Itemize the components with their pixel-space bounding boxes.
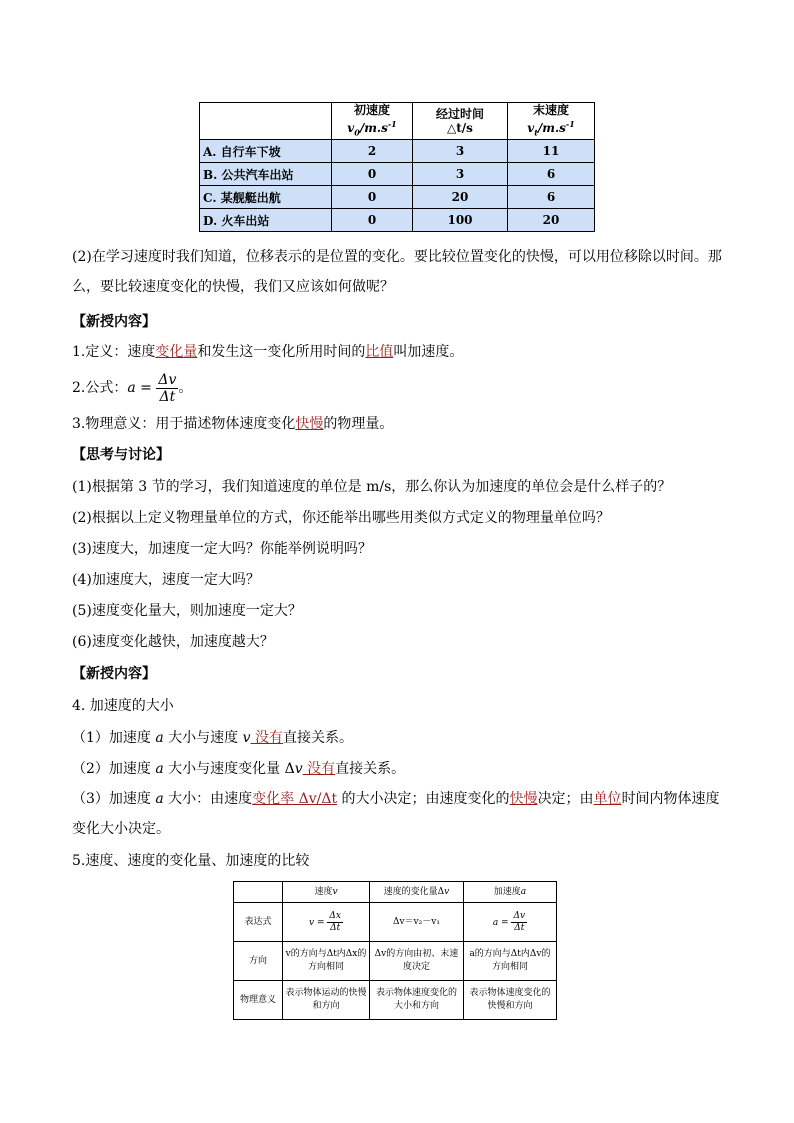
cell-t: 3 [413, 163, 508, 186]
cell-v0: 0 [332, 163, 413, 186]
cell-vt: 6 [508, 186, 595, 209]
discussion-question: (4)加速度大，速度一定大吗？ [72, 572, 260, 588]
table-row [234, 981, 557, 1020]
row-label: D. 火车出站 [200, 209, 332, 232]
size-point-3: （3）加速度 a 大小：由速度变化率 Δv/Δt 的大小决定；由速度变化的快慢决定；由单位时间内物体速度变化大小决定。 [72, 791, 720, 837]
header-elapsed-time: 经过时间 △t/s [413, 103, 508, 140]
cell-vt: 6 [508, 163, 595, 186]
table-header-row [200, 103, 595, 140]
cell-v0: 0 [332, 186, 413, 209]
cell-t: 3 [413, 140, 508, 163]
highlight-change-amount: 变化量 [155, 344, 198, 360]
highlight-rate-of-change: 变化率 Δv/Δt [252, 791, 338, 807]
table-corner-cell [200, 103, 332, 140]
header-final-velocity-unit: $v_t/m.s^{-1}$ [527, 119, 575, 138]
expr-delta-velocity: Δv＝v₂－v₁ [370, 903, 464, 942]
table-row [200, 163, 595, 186]
highlight-no: 没有 [302, 761, 336, 777]
cell-direction-dv: Δv的方向由初、末速度决定 [370, 942, 464, 981]
size-point-2: （2）加速度 a 大小与速度变化量 Δv 没有直接关系。 [72, 761, 406, 777]
comparison-header-acceleration: 加速度a [463, 882, 556, 903]
acceleration-size-title: 4. 加速度的大小 [72, 698, 174, 714]
definition-line: 1.定义：速度变化量和发生这一变化所用时间的比值叫加速度。 [72, 344, 464, 360]
table-row [200, 186, 595, 209]
discussion-question: (2)根据以上定义物理量单位的方式，你还能举出哪些用类似方式定义的物理量单位吗？ [72, 510, 610, 526]
table-row [200, 209, 595, 232]
row-label: A. 自行车下坡 [200, 140, 332, 163]
header-elapsed-time-unit: △t/s [447, 121, 473, 136]
velocity-data-table [199, 102, 595, 232]
table-row [200, 140, 595, 163]
cell-v0: 0 [332, 209, 413, 232]
comparison-table [233, 881, 557, 1020]
formula-line: 2.公式：a = $\frac{\Delta v}{\Delta t}$ 。 [72, 371, 193, 405]
highlight-unit: 单位 [593, 791, 622, 807]
row-label: 表达式 [234, 903, 283, 942]
cell-meaning-v: 表示物体运动的快慢和方向 [283, 981, 370, 1020]
table-row [234, 903, 557, 942]
highlight-no: 没有 [250, 730, 283, 746]
cell-direction-v: v的方向与Δt内Δx的方向相同 [283, 942, 370, 981]
formula-fraction: $\frac{\Delta v}{\Delta t}$ [158, 371, 177, 405]
cell-t: 100 [413, 209, 508, 232]
expr-velocity: v = $\frac{\Delta x}{\Delta t}$ [283, 903, 370, 942]
formula-lhs: a = [127, 380, 152, 396]
cell-direction-a: a的方向与Δt内Δv的方向相同 [463, 942, 556, 981]
highlight-speed-2: 快慢 [509, 791, 538, 807]
comparison-header-row [234, 882, 557, 903]
section-heading-new-content: 【新授内容】 [72, 314, 156, 330]
comparison-header-velocity: 速度v [283, 882, 370, 903]
discussion-question: (5)速度变化量大，则加速度一定大？ [72, 603, 302, 619]
cell-meaning-dv: 表示物体速度变化的大小和方向 [370, 981, 464, 1020]
discussion-question: (6)速度变化越快，加速度越大？ [72, 634, 274, 650]
row-label: B. 公共汽车出站 [200, 163, 332, 186]
row-label: 方向 [234, 942, 283, 981]
header-initial-velocity: 初速度 $v_0/m.s^{-1}$ [332, 103, 413, 140]
discussion-question: (3)速度大，加速度一定大吗？你能举例说明吗？ [72, 541, 372, 557]
highlight-speed: 快慢 [295, 416, 324, 432]
highlight-ratio: 比值 [365, 344, 394, 360]
header-final-velocity: 末速度 $v_t/m.s^{-1}$ [508, 103, 595, 140]
row-label: C. 某舰艇出航 [200, 186, 332, 209]
expr-acceleration: a = $\frac{\Delta v}{\Delta t}$ [463, 903, 556, 942]
row-label: 物理意义 [234, 981, 283, 1020]
table-row [234, 942, 557, 981]
cell-meaning-a: 表示物体速度变化的快慢和方向 [463, 981, 556, 1020]
size-point-1: （1）加速度 a 大小与速度 v 没有直接关系。 [72, 730, 353, 746]
cell-vt: 11 [508, 140, 595, 163]
discussion-question: (1)根据第 3 节的学习，我们知道速度的单位是 m/s，那么你认为加速度的单位会是什么样子的？ [72, 479, 672, 495]
section-heading-new-content-2: 【新授内容】 [72, 666, 156, 682]
comparison-header-delta-velocity: 速度的变化量Δv [370, 882, 464, 903]
question-paragraph: (2)在学习速度时我们知道，位移表示的是位置的变化。要比较位置变化的快慢，可以用位移除以时间。那么，要比较速度变化的快慢，我们又应该如何做呢？ [72, 249, 722, 295]
comparison-title: 5.速度、速度的变化量、加速度的比较 [72, 853, 310, 869]
cell-t: 20 [413, 186, 508, 209]
comparison-corner-cell [234, 882, 283, 903]
cell-vt: 20 [508, 209, 595, 232]
meaning-line: 3.物理意义：用于描述物体速度变化快慢的物理量。 [72, 416, 394, 432]
header-initial-velocity-unit: $v_0/m.s^{-1}$ [347, 119, 397, 138]
cell-v0: 2 [332, 140, 413, 163]
section-heading-think-discuss: 【思考与讨论】 [72, 447, 170, 463]
